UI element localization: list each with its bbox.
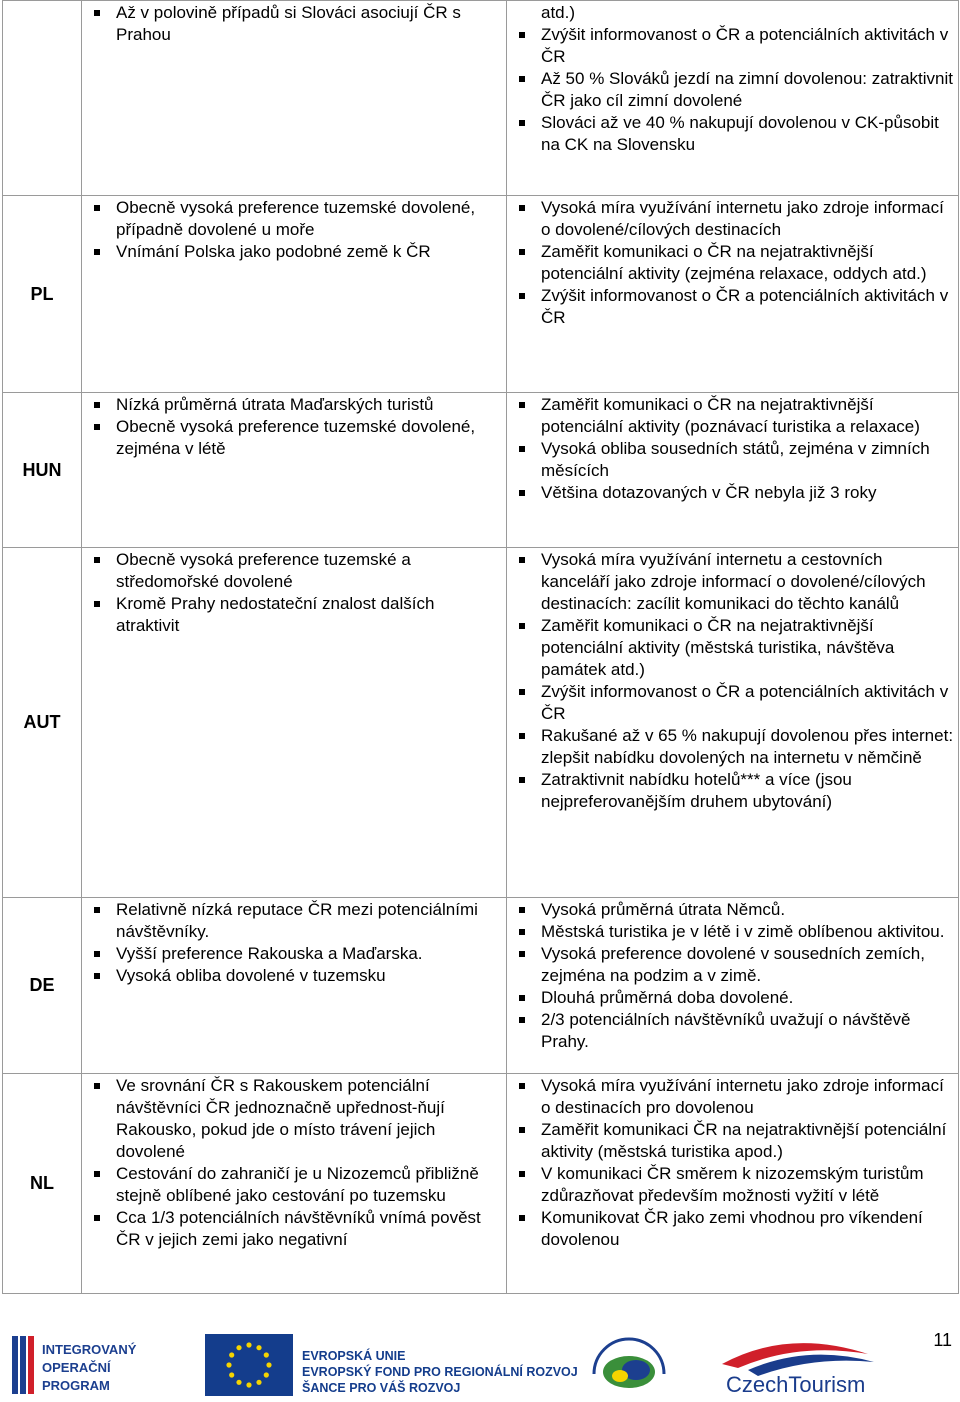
recommendation-cell	[507, 196, 959, 393]
list-item: Zaměřit komunikaci o ČR na nejatraktivnější potenciální aktivity (městská turistika, návštěva památek atd.)	[511, 615, 954, 681]
list-item: Zatraktivnit nabídku hotelů*** a více (jsou nejpreferovanějším druhem ubytování)	[511, 769, 954, 813]
list-item: Obecně vysoká preference tuzemské dovolené, zejména v létě	[86, 416, 502, 460]
iop-line-3: PROGRAM	[42, 1378, 110, 1393]
eu-star	[236, 1380, 241, 1385]
eu-star	[264, 1352, 269, 1357]
list-item: Vyšší preference Rakouska a Maďarska.	[86, 943, 502, 965]
ministry-logo	[584, 1334, 674, 1396]
continued-text: atd.)	[541, 3, 576, 22]
list-item: Zaměřit komunikaci ČR na nejatraktivnější potenciální aktivity (městská turistika apod.)	[511, 1119, 954, 1163]
list-item: Slováci až ve 40 % nakupují dovolenou v CK-působit na CK na Slovensku	[511, 112, 954, 156]
situation-cell	[82, 196, 507, 393]
list-item: Až 50 % Slováků jezdí na zimní dovolenou: zatraktivnit ČR jako cíl zimní dovolené	[511, 68, 954, 112]
eu-flag-icon	[205, 1334, 293, 1396]
list-item: Relativně nízká reputace ČR mezi potenciálními návštěvníky.	[86, 899, 502, 943]
list-item: Zaměřit komunikaci o ČR na nejatraktivnější potenciální aktivity (poznávací turistika a relaxace)	[511, 394, 954, 438]
bullet-list	[511, 24, 954, 156]
country-code: PL	[3, 196, 82, 393]
list-item: Vysoká průměrná útrata Němců.	[511, 899, 954, 921]
eu-line-2: EVROPSKÝ FOND PRO REGIONÁLNÍ ROZVOJ	[302, 1365, 578, 1379]
recommendation-cell	[507, 1, 959, 196]
table-row	[3, 393, 959, 548]
bullet-list	[511, 197, 954, 329]
country-code	[3, 1, 82, 196]
bullet-list	[86, 197, 502, 263]
table-row	[3, 1, 959, 196]
eu-star	[226, 1362, 231, 1367]
list-item: Vnímání Polska jako podobné země k ČR	[86, 241, 502, 263]
recommendation-cell	[507, 1074, 959, 1294]
table-row	[3, 898, 959, 1074]
recommendation-cell	[507, 548, 959, 898]
list-item: Zvýšit informovanost o ČR a potenciálních aktivitách v ČR	[511, 681, 954, 725]
bullet-list	[86, 899, 502, 987]
situation-cell	[82, 1, 507, 196]
eu-star	[256, 1345, 261, 1350]
list-item: Zvýšit informovanost o ČR a potenciálních aktivitách v ČR	[511, 285, 954, 329]
list-item: 2/3 potenciálních návštěvníků uvažují o návštěvě Prahy.	[511, 1009, 954, 1053]
list-item: Komunikovat ČR jako zemi vhodnou pro víkendení dovolenou	[511, 1207, 954, 1251]
list-item: Rakušané až v 65 % nakupují dovolenou přes internet: zlepšit nabídku dovolených na internetu v němčině	[511, 725, 954, 769]
eu-star	[264, 1372, 269, 1377]
situation-cell	[82, 1074, 507, 1294]
list-item: Kromě Prahy nedostateční znalost dalších atraktivit	[86, 593, 502, 637]
bullet-list	[86, 394, 502, 460]
list-item: Většina dotazovaných v ČR nebyla již 3 roky	[511, 482, 954, 504]
eu-line-3: ŠANCE PRO VÁŠ ROZVOJ	[302, 1381, 461, 1395]
eu-star	[246, 1382, 251, 1387]
list-item: Vysoká míra využívání internetu jako zdroje informací o destinacích pro dovolenou	[511, 1075, 954, 1119]
list-item: Zvýšit informovanost o ČR a potenciálních aktivitách v ČR	[511, 24, 954, 68]
situation-cell	[82, 393, 507, 548]
list-item: Zaměřit komunikaci o ČR na nejatraktivnější potenciální aktivity (zejména relaxace, oddych atd.)	[511, 241, 954, 285]
eu-star	[229, 1352, 234, 1357]
bullet-list	[86, 2, 502, 46]
list-item: Obecně vysoká preference tuzemské a středomořské dovolené	[86, 549, 502, 593]
eu-star	[246, 1342, 251, 1347]
country-code: NL	[3, 1074, 82, 1294]
list-item: Vysoká obliba dovolené v tuzemsku	[86, 965, 502, 987]
iop-logo	[12, 1334, 176, 1396]
bullet-list	[86, 549, 502, 637]
country-code: DE	[3, 898, 82, 1074]
iop-line-1: INTEGROVANÝ	[42, 1342, 137, 1357]
bullet-list	[511, 899, 954, 1053]
czechtourism-logo	[718, 1334, 878, 1396]
situation-cell	[82, 548, 507, 898]
eu-star	[229, 1372, 234, 1377]
recommendation-cell	[507, 898, 959, 1074]
list-item: Vysoká míra využívání internetu jako zdroje informací o dovolené/cílových destinacích	[511, 197, 954, 241]
iop-line-2: OPERAČNÍ	[42, 1360, 111, 1375]
list-item: Vysoká preference dovolené v sousedních zemích, zejména na podzim a v zimě.	[511, 943, 954, 987]
list-item: Cca 1/3 potenciálních návštěvníků vnímá pověst ČR v jejich zemi jako negativní	[86, 1207, 502, 1251]
bullet-list	[86, 1075, 502, 1251]
eu-line-1: EVROPSKÁ UNIE	[302, 1349, 406, 1363]
list-item: Vysoká míra využívání internetu a cestovních kanceláří jako zdroje informací o dovolené/cílových destinacích: zacílit komunikaci do těchto kanálů	[511, 549, 954, 615]
bullet-list	[511, 549, 954, 813]
eu-text	[302, 1348, 578, 1396]
recommendations-table	[2, 0, 959, 1294]
eu-star	[256, 1380, 261, 1385]
list-item: Až v polovině případů si Slováci asociují ČR s Prahou	[86, 2, 502, 46]
table-row	[3, 548, 959, 898]
country-code: HUN	[3, 393, 82, 548]
list-item: Obecně vysoká preference tuzemské dovolené, případně dovolené u moře	[86, 197, 502, 241]
list-item: Městská turistika je v létě i v zimě oblíbenou aktivitou.	[511, 921, 954, 943]
list-item: Cestování do zahraničí je u Nizozemců přibližně stejně oblíbené jako cestování po tuzemsku	[86, 1163, 502, 1207]
country-code: AUT	[3, 548, 82, 898]
list-item: Dlouhá průměrná doba dovolené.	[511, 987, 954, 1009]
list-item: Vysoká obliba sousedních států, zejména v zimních měsících	[511, 438, 954, 482]
page-number: 11	[933, 1330, 952, 1350]
eu-star	[236, 1345, 241, 1350]
list-item: Ve srovnání ČR s Rakouskem potenciální návštěvníci ČR jednoznačně upřednost-ňují Rakousko, pokud jde o místo trávení jejich dovolené	[86, 1075, 502, 1163]
czechtourism-text: CzechTourism	[726, 1372, 866, 1396]
eu-star	[266, 1362, 271, 1367]
list-item: Nízká průměrná útrata Maďarských turistů	[86, 394, 502, 416]
bullet-list	[511, 1075, 954, 1251]
situation-cell	[82, 898, 507, 1074]
table-row	[3, 1074, 959, 1294]
bullet-list	[511, 394, 954, 504]
list-item: V komunikaci ČR směrem k nizozemským turistům zdůrazňovat především možnosti vyžití v létě	[511, 1163, 954, 1207]
table-row	[3, 196, 959, 393]
recommendation-cell	[507, 393, 959, 548]
